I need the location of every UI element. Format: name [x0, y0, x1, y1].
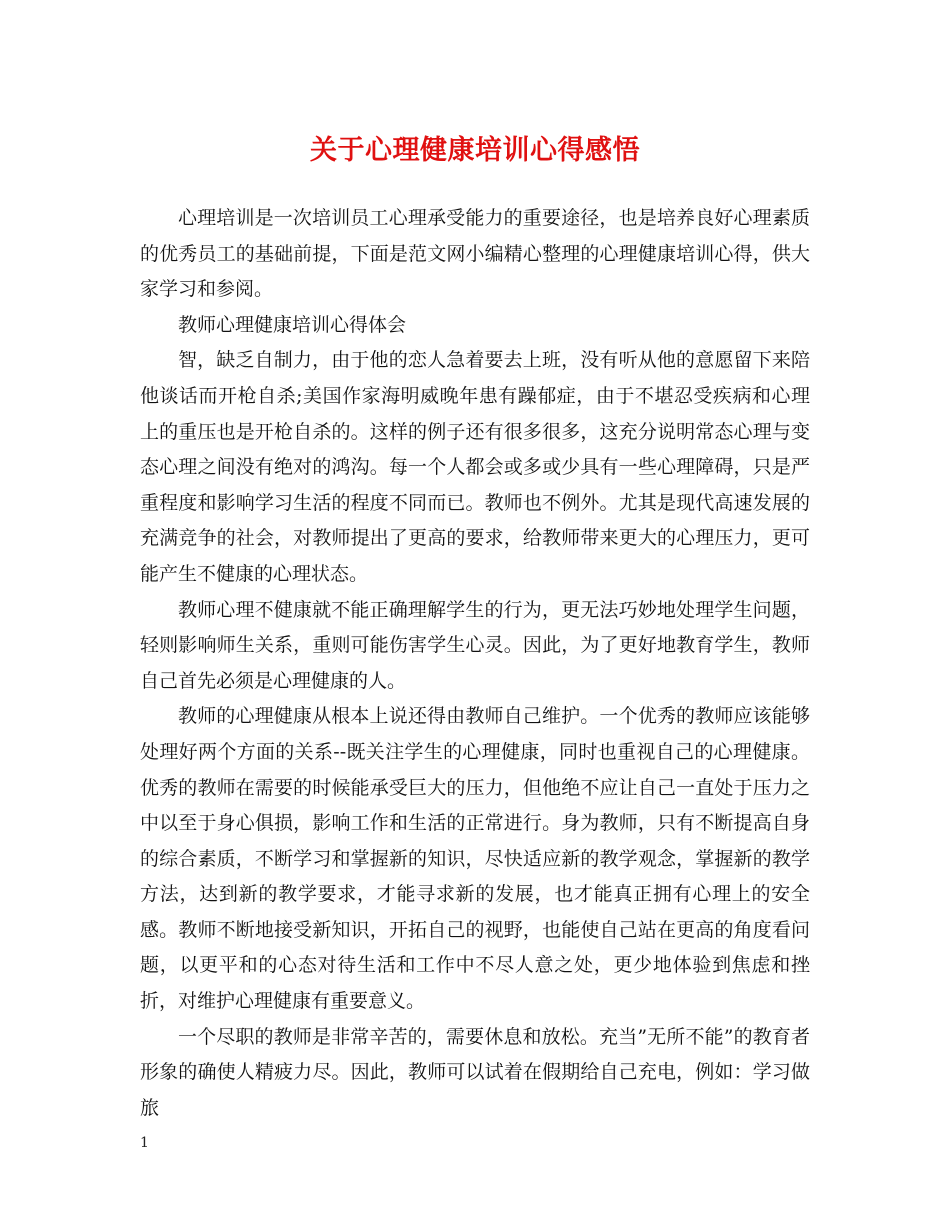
page-title: 关于心理健康培训心得感悟 — [310, 135, 640, 166]
paragraph-intro: 心理培训是一次培训员工心理承受能力的重要途径，也是培养良好心理素质的优秀员工的基础前提，下面是范文网小编精心整理的心理健康培训心得，供大家学习和参阅。 — [140, 207, 810, 301]
paragraph-body: 一个尽职的教师是非常辛苦的，需要休息和放松。充当”无所不能”的教育者形象的确使人精疲力尽。因此，教师可以试着在假期给自己充电，例如：学习做旅 — [140, 1025, 810, 1119]
page-number: 1 — [140, 1135, 149, 1151]
document-body — [140, 201, 810, 1126]
paragraph-body: 智，缺乏自制力，由于他的恋人急着要去上班，没有听从他的意愿留下来陪他谈话而开枪自杀;美国作家海明威晚年患有躁郁症，由于不堪忍受疾病和心理上的重压也是开枪自杀的。这样的例子还有很多很多，这充分说明常态心理与变态心理之间没有绝对的鸿沟。每一个人都会或多或少具有一些心理障碍，只是严重程度和影响学习生活的程度不同而已。教师也不例外。尤其是现代高速发展的充满竞争的社会，对教师提出了更高的要求，给教师带来更大的心理压力，更可能产生不健康的心理状态。 — [140, 349, 810, 585]
paragraph-body: 教师的心理健康从根本上说还得由教师自己维护。一个优秀的教师应该能够处理好两个方面的关系--既关注学生的心理健康，同时也重视自己的心理健康。优秀的教师在需要的时候能承受巨大的压力，但他绝不应让自己一直处于压力之中以至于身心俱损，影响工作和生活的正常进行。身为教师，只有不断提高自身的综合素质，不断学习和掌握新的知识，尽快适应新的教学观念，掌握新的教学方法，达到新的教学要求，才能寻求新的发展，也才能真正拥有心理上的安全感。教师不断地接受新知识，开拓自己的视野，也能使自己站在更高的角度看问题，以更平和的心态对待生活和工作中不尽人意之处，更少地体验到焦虑和挫折，对维护心理健康有重要意义。 — [140, 705, 810, 1013]
paragraph-body: 教师心理不健康就不能正确理解学生的行为，更无法巧妙地处理学生问题，轻则影响师生关系，重则可能伤害学生心灵。因此，为了更好地教育学生，教师自己首先必须是心理健康的人。 — [140, 598, 810, 692]
section-heading: 教师心理健康培训心得体会 — [178, 313, 407, 336]
